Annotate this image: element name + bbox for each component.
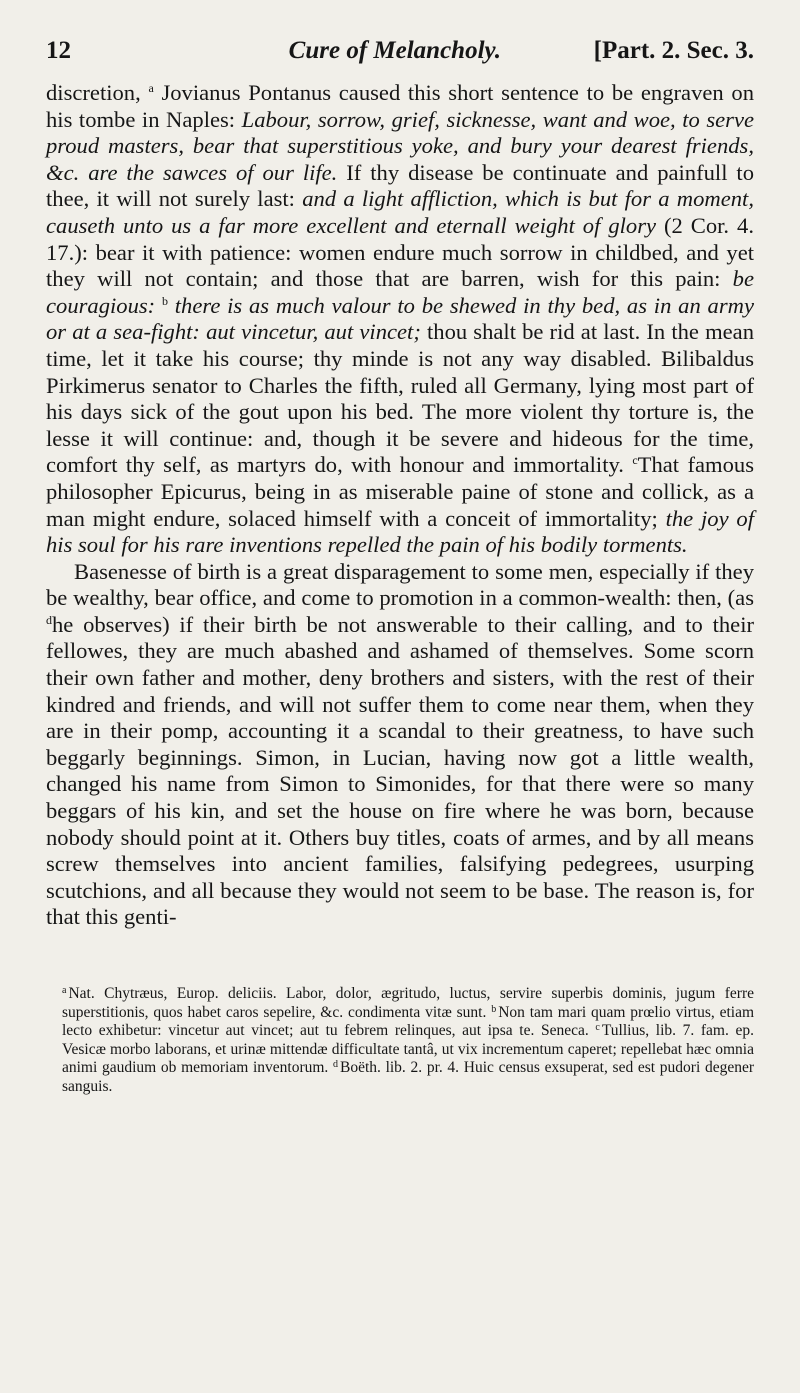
footnote-mark-a: a [62, 985, 67, 996]
footnote-ref-c[interactable]: c [632, 453, 638, 468]
page-number: 12 [46, 37, 71, 64]
footnote-ref-a[interactable]: a [148, 81, 154, 95]
italic-quote: the joy of his soul for his rare inventions repelled the pain of his bodily torments. [46, 505, 754, 558]
footnote-mark-c: c [595, 1022, 600, 1034]
footnote-ref-b[interactable]: b [161, 293, 168, 308]
footnote-mark-d: d [332, 1059, 338, 1071]
text-run: Jovianus Pontanus caused this short sentence to be engraven on his tombe in Naples: [46, 80, 754, 132]
running-title: Cure of Melancholy. [288, 37, 501, 64]
text-run: That famous philosopher Epicurus, being in as miserable paine of stone and collick, as a man might endure, solaced himself with a conceit of immortality; [46, 452, 754, 531]
footnotes [46, 985, 754, 1097]
paragraph-1 [46, 80, 754, 559]
text-run: he observes) if their birth be not answerable to their calling, and to their fellowes, they are much abashed and ashamed of themselves. Some scorn their own father and mother, deny brothers and sisters, with the rest of their kindred and friends, and will not suffer them to come near them, when they are in their pomp, accounting it a scandal to their greatness, to have such beggarly beginnings. Simon, in Lucian, having now got a little wealth, changed his name from Simon to Simonides, for that there were so many beggars of his kin, and set the house on fire where he was born, because nobody should point at it. Others buy titles, coats of armes, and by all means screw themselves into ancient families, falsifying pedegrees, usurping scutchions, and all because they would not seem to be base. The reason is, for that this genti- [46, 611, 754, 930]
text-run: discretion, [46, 80, 149, 105]
footnote-d: Boëth. lib. 2. pr. 4. Huic census exsuperat, sed est pudori degener sanguis. [62, 1059, 755, 1095]
footnote-ref-d[interactable]: d [46, 612, 52, 627]
body-text [46, 80, 754, 931]
italic-quote: there is as much valour to be shewed in thy bed, as in an army or at a sea-fight: aut vincetur, aut vincet; [46, 292, 754, 345]
italic-quote: Labour, sorrow, grief, sicknesse, want and woe, to serve proud masters, bear that superstitious yoke, and bury your dearest friends, &c. are the sawces of our life. [46, 106, 755, 185]
footnote-mark-b: b [491, 1003, 497, 1015]
text-run: (2 Cor. 4. 17.): bear it with patience: women endure much sorrow in childbed, and yet they will not contain; and those that are barren, wish for this pain: [46, 212, 754, 292]
italic-quote: be couragious: [46, 266, 754, 318]
italic-quote: and a light affliction, which is but for a moment, causeth unto us a far more excellent and eternall weight of glory [46, 186, 754, 238]
text-run: thou shalt be rid at last. In the mean time, let it take his course; thy minde is not any way disabled. Bilibaldus Pirkimerus senator to Charles the fifth, ruled all Germany, lying most part of his days sick of the gout upon his bed. The more violent thy torture is, the lesse it will continue: and, though it be severe and hideous for the time, comfort thy self, as martyrs do, with honour and immortality. [46, 319, 754, 478]
footnote-c: Tullius, lib. 7. fam. ep. Vesicæ morbo laborans, et urinæ mittendæ difficultate tantâ, ut vix incrementum caperet; repellebat hæc omnia animi gaudium ob memoriam inventorum. [62, 1022, 755, 1077]
paragraph-2 [46, 559, 754, 931]
text-run: Basenesse of birth is a great disparagement to some men, especially if they be wealthy, bear office, and come to promotion in a common-wealth: then, (as [46, 558, 754, 611]
running-head [46, 36, 754, 66]
footnote-a: Nat. Chytræus, Europ. deliciis. Labor, dolor, ægritudo, luctus, servire superbis dominis, jugum ferre superstitionis, quos habet caros sepelire, &c. condimenta vitæ sunt. [62, 985, 754, 1021]
text-run: If thy disease be continuate and painfull to thee, it will not surely last: [46, 159, 755, 212]
footnote-b: Non tam mari quam prœlio virtus, etiam lecto exhibetur: vincetur aut vincet; aut tu febrem relinques, aut ipsa te. Seneca. [62, 1003, 755, 1040]
section-reference: [Part. 2. Sec. 3. [593, 37, 754, 64]
